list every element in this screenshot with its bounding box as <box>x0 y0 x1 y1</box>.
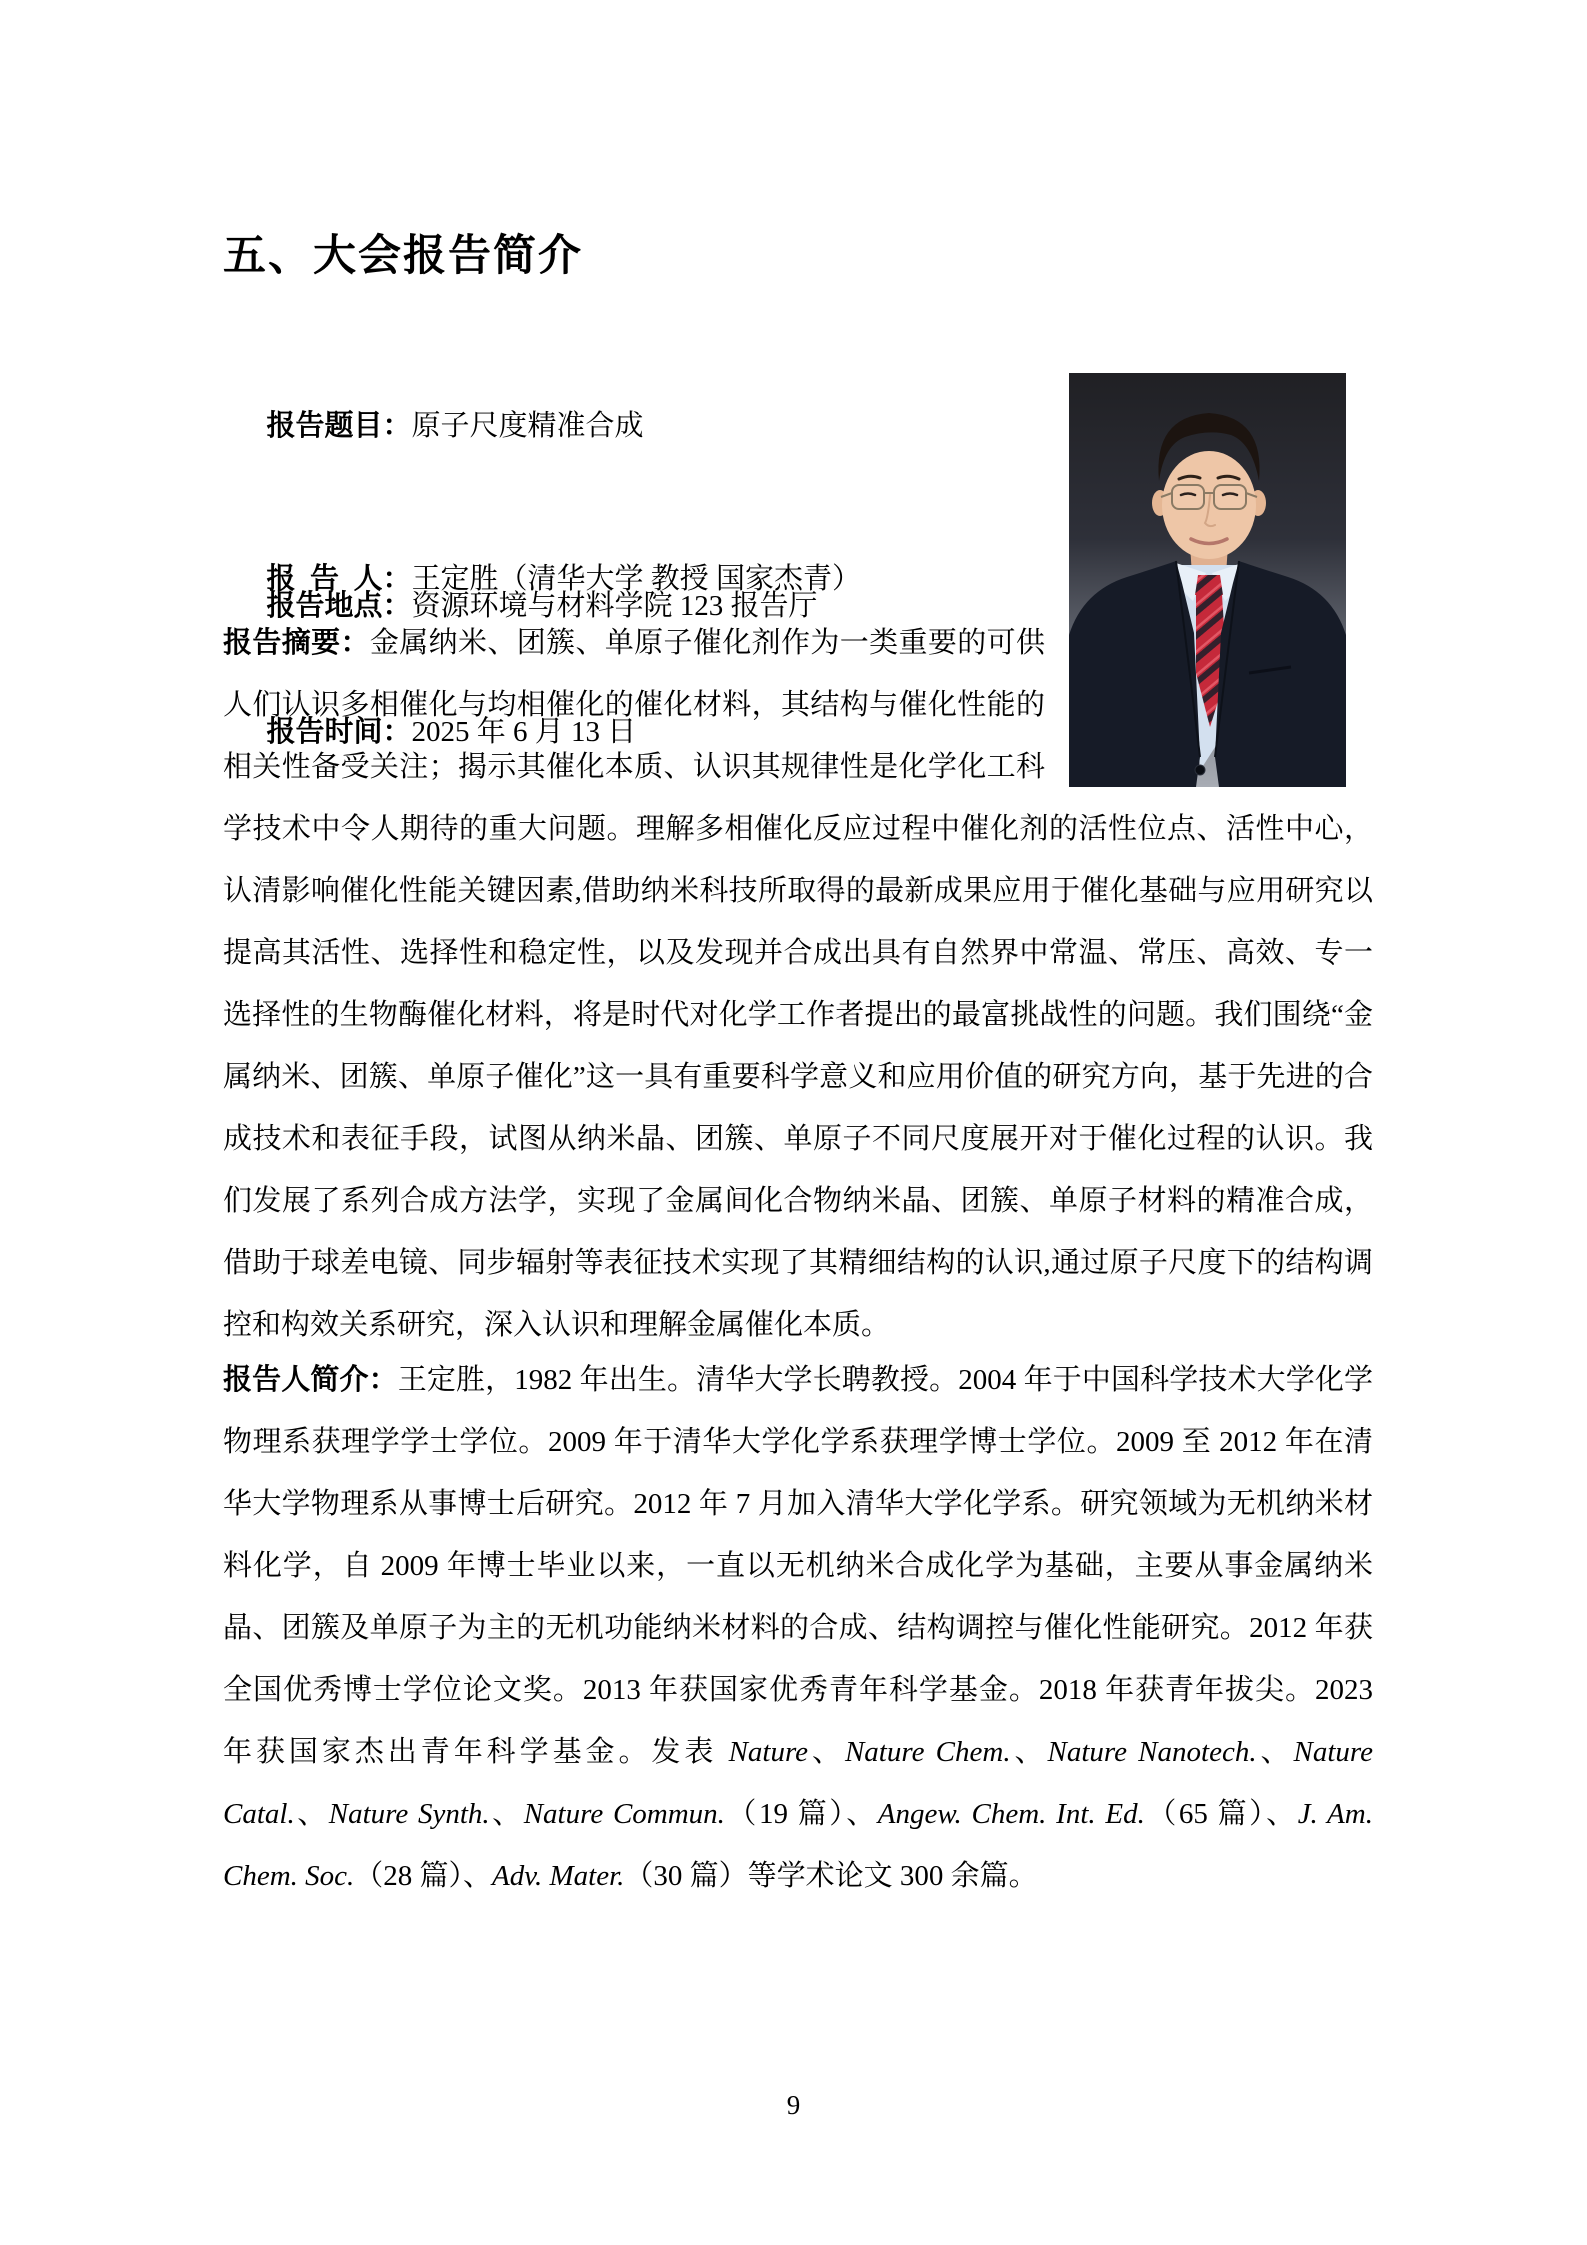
bio-paragraph <box>223 1349 1373 1907</box>
page-number: 9 <box>786 2090 801 2120</box>
abstract-paragraph <box>223 612 1373 1356</box>
meta-value-location: 资源环境与材料学院 123 报告厅 <box>411 590 818 622</box>
meta-label-title: 报告题目： <box>266 410 412 442</box>
meta-value-speaker: 王定胜（清华大学 教授 国家杰青） <box>411 563 862 595</box>
meta-value-time: 2025 年 6 月 13 日 <box>411 716 637 748</box>
photo-wrap-spacer <box>1045 612 1373 798</box>
bio-label: 报告人简介： <box>223 1364 398 1396</box>
meta-label-speaker: 报 告 人： <box>266 563 412 595</box>
abstract-text: 金属纳米、团簇、单原子催化剂作为一类重要的可供人们认识多相催化与均相催化的催化材料，其结构与催化性能的相关性备受关注；揭示其催化本质、认识其规律性是化学化工科学技术中令人期待的重大问题。理解多相催化反应过程中催化剂的活性位点、活性中心，认清影响催化性能关键因素,借助纳米科技所取得的最新成果应用于催化基础与应用研究以提高其活性、选择性和稳定性，以及发现并合成出具有自然界中常温、常压、高效、专一选择性的生物酶催化材料，将是时代对化学工作者提出的最富挑战性的问题。我们围绕“金属纳米、团簇、单原子催化”这一具有重要科学意义和应用价值的研究方向，基于先进的合成技术和表征手段，试图从纳米晶、团簇、单原子不同尺度展开对于催化过程的认识。我们发展了系列合成方法学，实现了金属间化合物纳米晶、团簇、单原子材料的精准合成，借助于球差电镜、同步辐射等表征技术实现了其精细结构的认识,通过原子尺度下的结构调控和构效关系研究，深入认识和理解金属催化本质。 <box>223 627 1373 1341</box>
meta-label-time: 报告时间： <box>266 716 412 748</box>
meta-value-title: 原子尺度精准合成 <box>411 410 644 442</box>
bio-text: 王定胜，1982 年出生。清华大学长聘教授。2004 年于中国科学技术大学化学物理系获理学学士学位。2009 年于清华大学化学系获理学博士学位。2009 至 2012 年在清华大学物理系从事博士后研究。2012 年 7 月加入清华大学化学系。研究领域为无机纳米材料化学，自 2009 年博士毕业以来，一直以无机纳米合成化学为基础，主要从事金属纳米晶、团簇及单原子为主的无机功能纳米材料的合成、结构调控与催化性能研究。2012 年获全国优秀博士学位论文奖。2013 年获国家优秀青年科学基金。2018 年获青年拔尖。2023 年获国家杰出青年科学基金。发表 Nature、Nature Chem.、Nature Nanotech.、Nature Catal.、Nature Synth.、Nature Commun.（19 篇）、Angew. Chem. Int. Ed.（65 篇）、J. Am. Chem. Soc.（28 篇）、Adv. Mater.（30 篇）等学术论文 300 余篇。 <box>223 1364 1373 1892</box>
meta-row-title <box>223 350 1068 503</box>
abstract-label: 报告摘要： <box>223 627 370 659</box>
page-title: 五、大会报告简介 <box>223 233 583 280</box>
meta-label-location: 报告地点： <box>266 590 412 622</box>
